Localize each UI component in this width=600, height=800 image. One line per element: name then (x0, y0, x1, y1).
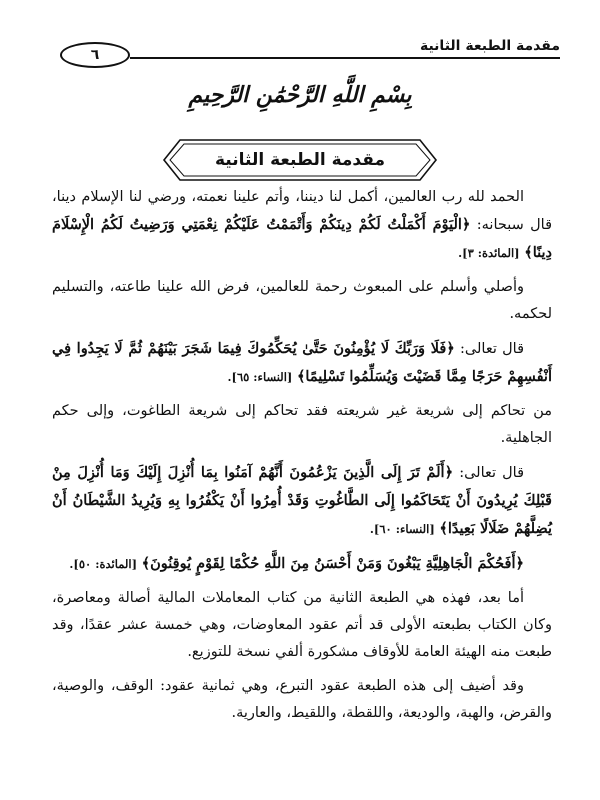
paragraph-3 (52, 335, 552, 391)
verse-reference-2: [النساء: ٦٥]. (227, 370, 293, 384)
paragraph-1 (52, 184, 552, 267)
quran-verse-2: ﴿فَلَا وَرَبِّكَ لَا يُؤْمِنُونَ حَتَّىٰ يُحَكِّمُوكَ فِيمَا شَجَرَ بَيْنَهُمْ ثُمَّ لَا يَجِدُوا فِي أَنْفُسِهِمْ حَرَجًا مِمَّا قَضَيْتَ وَيُسَلِّمُوا تَسْلِيمًا﴾ (52, 340, 552, 385)
paragraph-1-text: الحمد لله رب العالمين، أكمل لنا ديننا، وأتم علينا نعمته، ورضي لنا الإسلام دينا، قال سبحانه: (52, 189, 553, 233)
page-body (52, 184, 552, 734)
paragraph-7 (52, 585, 552, 666)
basmala: بِسْمِ اللَّهِ الرَّحْمَٰنِ الرَّحِيمِ (188, 82, 412, 108)
verse-reference-3: [النساء: ٦٠]. (369, 522, 435, 536)
quran-verse-4: ﴿أَفَحُكْمَ الْجَاهِلِيَّةِ يَبْغُونَ وَمَنْ أَحْسَنُ مِنَ اللَّهِ حُكْمًا لِقَوْمٍ يُوقِنُونَ﴾ (141, 555, 524, 572)
quran-verse-1: ﴿الْيَوْمَ أَكْمَلْتُ لَكُمْ دِينَكُمْ وَأَتْمَمْتُ عَلَيْكُمْ نِعْمَتِي وَرَضِيتُ لَكُمُ الْإِسْلَامَ دِينًا﴾ (52, 216, 552, 261)
paragraph-6 (52, 550, 552, 578)
paragraph-8-text: وقد أضيف إلى هذه الطبعة عقود التبرع، وهي ثمانية عقود: الوقف، والوصية، والقرض، والهبة، والوديعة، واللقطة، واللقيط، والعارية. (52, 678, 552, 721)
paragraph-4-text: من تحاكم إلى شريعة غير شريعته فقد تحاكم إلى شريعة الطاغوت، وإلى حكم الجاهلية. (52, 403, 552, 446)
section-title-frame (162, 138, 438, 182)
paragraph-2-text: وأصلي وأسلم على المبعوث رحمة للعالمين، فرض الله علينا طاعته، والتسليم لحكمه. (52, 279, 552, 322)
paragraph-2 (52, 274, 552, 328)
paragraph-7-text: أما بعد، فهذه هي الطبعة الثانية من كتاب المعاملات المالية أصالة ومعاصرة، وكان الكتاب بطبعته الأولى قد أتم عقود المعاوضات، وهي خمسة عشر عقدًا، وقد طبعت منه الهيئة العامة للأوقاف مشكورة ألفي نسخة للتوزيع. (52, 590, 552, 660)
paragraph-5 (52, 459, 552, 543)
section-title: مقدمة الطبعة الثانية (214, 150, 386, 170)
verse-reference-1: [المائدة: ٣]. (458, 246, 520, 260)
verse-reference-4: [المائدة: ٥٠]. (69, 557, 138, 571)
header-rule (130, 57, 560, 59)
page-number: ٦ (60, 42, 130, 68)
paragraph-4 (52, 398, 552, 452)
quran-verse-3: ﴿أَلَمْ تَرَ إِلَى الَّذِينَ يَزْعُمُونَ أَنَّهُمْ آمَنُوا بِمَا أُنْزِلَ إِلَيْكَ وَمَا أُنْزِلَ مِنْ قَبْلِكَ يُرِيدُونَ أَنْ يَتَحَاكَمُوا إِلَى الطَّاغُوتِ وَقَدْ أُمِرُوا أَنْ يَكْفُرُوا بِهِ وَيُرِيدُ الشَّيْطَانُ أَنْ يُضِلَّهُمْ ضَلَالًا بَعِيدًا﴾ (52, 464, 552, 537)
header-title: مقدمة الطبعة الثانية (419, 38, 560, 54)
running-header (60, 38, 560, 64)
paragraph-3-intro: قال تعالى: (460, 341, 524, 357)
paragraph-8 (52, 673, 552, 727)
paragraph-5-intro: قال تعالى: (459, 465, 525, 481)
